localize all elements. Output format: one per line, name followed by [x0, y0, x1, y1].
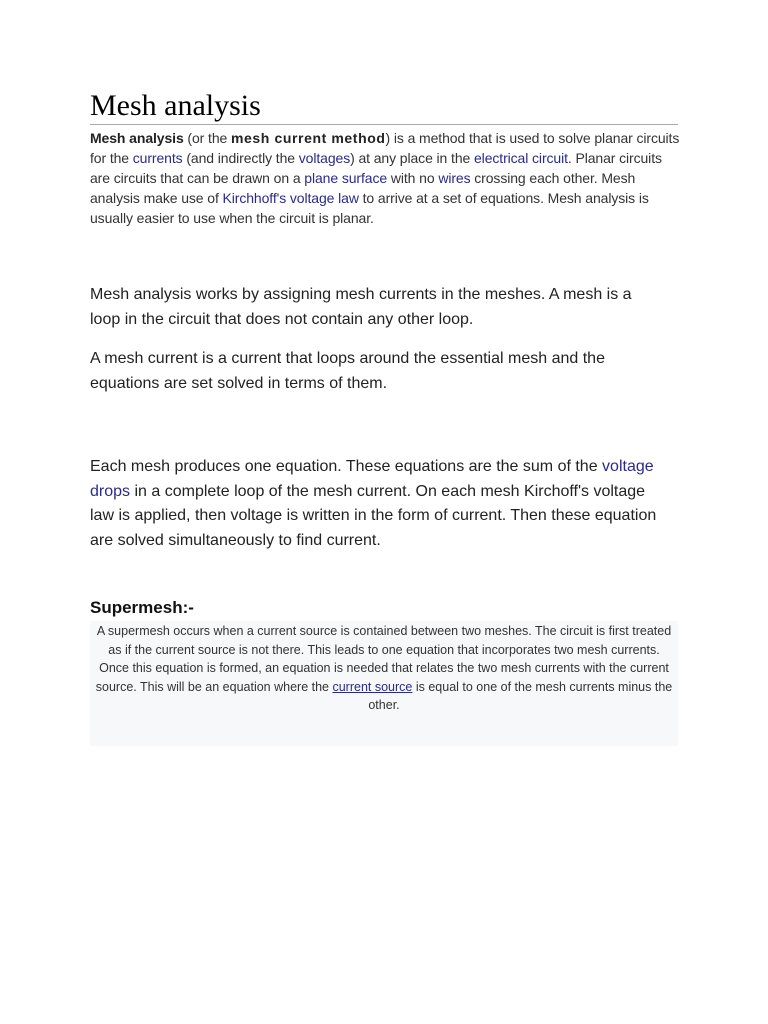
intro-text: crossing each other. Mesh analysis make use of [90, 170, 636, 206]
supermesh-heading: Supermesh:- [90, 598, 194, 617]
link-electrical-circuit[interactable]: electrical circuit [474, 150, 568, 166]
intro-paragraph [90, 128, 680, 228]
link-currents[interactable]: currents [132, 150, 183, 166]
link-current-source[interactable]: current source [332, 679, 413, 694]
supermesh-text: is equal to one of the mesh currents minus the other. [368, 679, 673, 712]
page-title: Mesh analysis [90, 89, 261, 122]
paragraph-text: in a complete loop of the mesh current. On each mesh Kirchoff's voltage law is applied, then voltage is written in the form of current. Then these equation are solved simultaneously to find current. [90, 482, 657, 549]
link-voltages[interactable]: voltages [298, 150, 351, 166]
link-wires[interactable]: wires [438, 170, 471, 186]
intro-text: . Planar circuits are circuits that can be drawn on a [90, 150, 662, 186]
supermesh-text: A supermesh occurs when a current source is contained between two meshes. The circuit is first treated as if the current source is not there. This leads to one equation that incorporates two mesh currents. Once this equation is formed, an equation is needed that relates the two mesh currents with the current source. This will be an equation where the [95, 624, 672, 694]
supermesh-paragraph [94, 621, 674, 715]
intro-text: (and indirectly the [182, 150, 299, 166]
link-voltage-drops[interactable]: voltage drops [90, 458, 654, 500]
intro-text: ) at any place in the [350, 150, 474, 166]
term-mesh-current-method: mesh current method [230, 130, 386, 146]
link-plane-surface[interactable]: plane surface [304, 170, 388, 186]
paragraph-mesh-equation [90, 455, 660, 553]
paragraph-mesh-assignment: Mesh analysis works by assigning mesh currents in the meshes. A mesh is a loop in the circuit that does not contain any other loop. [90, 286, 632, 328]
intro-text: with no [387, 170, 439, 186]
paragraph-text: Each mesh produces one equation. These equations are the sum of the [90, 458, 603, 475]
intro-text: ) is a method that is used to solve planar circuits for the [90, 130, 680, 166]
intro-text: (or the [183, 130, 231, 146]
intro-text: to arrive at a set of equations. Mesh analysis is usually easier to use when the circuit is planar. [90, 190, 649, 226]
link-kirchhoffs-voltage-law[interactable]: Kirchhoff's voltage law [222, 190, 359, 206]
supermesh-box [90, 621, 678, 746]
title-divider [90, 124, 678, 125]
paragraph-mesh-current: A mesh current is a current that loops around the essential mesh and the equations are set solved in terms of them. [90, 350, 605, 392]
term-mesh-analysis: Mesh analysis [90, 130, 184, 146]
